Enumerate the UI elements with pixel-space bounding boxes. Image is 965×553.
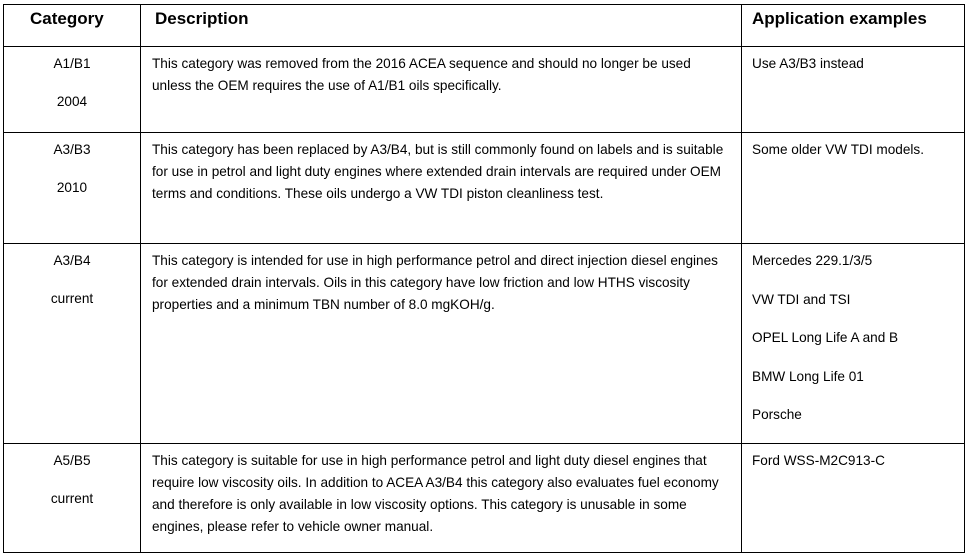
category-cell [4, 444, 141, 553]
category-code: A3/B3 [53, 142, 91, 157]
header-application-examples: Application examples [742, 5, 965, 47]
description-cell: This category is suitable for use in high performance petrol and light duty diesel engines that require low viscosity oils. In addition to ACEA A3/B4 this category also evaluates fuel economy and therefore is only available in low viscosity options. This category is unusable in some engines, please refer to vehicle owner manual. [141, 444, 742, 553]
application-example: Some older VW TDI models. [752, 142, 924, 157]
application-example: Porsche [752, 407, 802, 422]
category-code: A5/B5 [53, 453, 91, 468]
description-cell: This category was removed from the 2016 ACEA sequence and should no longer be used unless the OEM requires the use of A1/B1 oils specifically. [141, 47, 742, 133]
category-code: A1/B1 [53, 56, 91, 71]
category-year: current [50, 491, 94, 506]
category-cell [4, 244, 141, 444]
category-cell [4, 133, 141, 244]
acea-category-table [3, 4, 965, 553]
applications-cell [742, 244, 965, 444]
application-example: Mercedes 229.1/3/5 [752, 253, 873, 268]
header-description: Description [141, 5, 742, 47]
description-cell: This category has been replaced by A3/B4, but is still commonly found on labels and is suitable for use in petrol and light duty engines where extended drain intervals are required under OEM terms and conditions. These oils undergo a VW TDI piston cleanliness test. [141, 133, 742, 244]
application-example: BMW Long Life 01 [752, 368, 864, 384]
applications-cell [742, 47, 965, 133]
table-row [4, 244, 965, 444]
application-example: Use A3/B3 instead [752, 56, 864, 71]
header-category: Category [4, 5, 141, 47]
category-year: 2004 [56, 94, 88, 109]
header-row [4, 5, 965, 47]
category-code: A3/B4 [53, 253, 91, 268]
application-example: VW TDI and TSI [752, 291, 851, 307]
applications-cell [742, 133, 965, 244]
category-year: 2010 [56, 180, 88, 195]
category-year: current [50, 291, 94, 306]
category-cell [4, 47, 141, 133]
table-row [4, 444, 965, 553]
table-row [4, 133, 965, 244]
table-row [4, 47, 965, 133]
description-cell: This category is intended for use in high performance petrol and direct injection diesel engines for extended drain intervals. Oils in this category have low friction and low HTHS viscosity properties and a minimum TBN number of 8.0 mgKOH/g. [141, 244, 742, 444]
application-example: Ford WSS-M2C913-C [752, 453, 885, 468]
application-example: OPEL Long Life A and B [752, 330, 899, 345]
applications-cell [742, 444, 965, 553]
